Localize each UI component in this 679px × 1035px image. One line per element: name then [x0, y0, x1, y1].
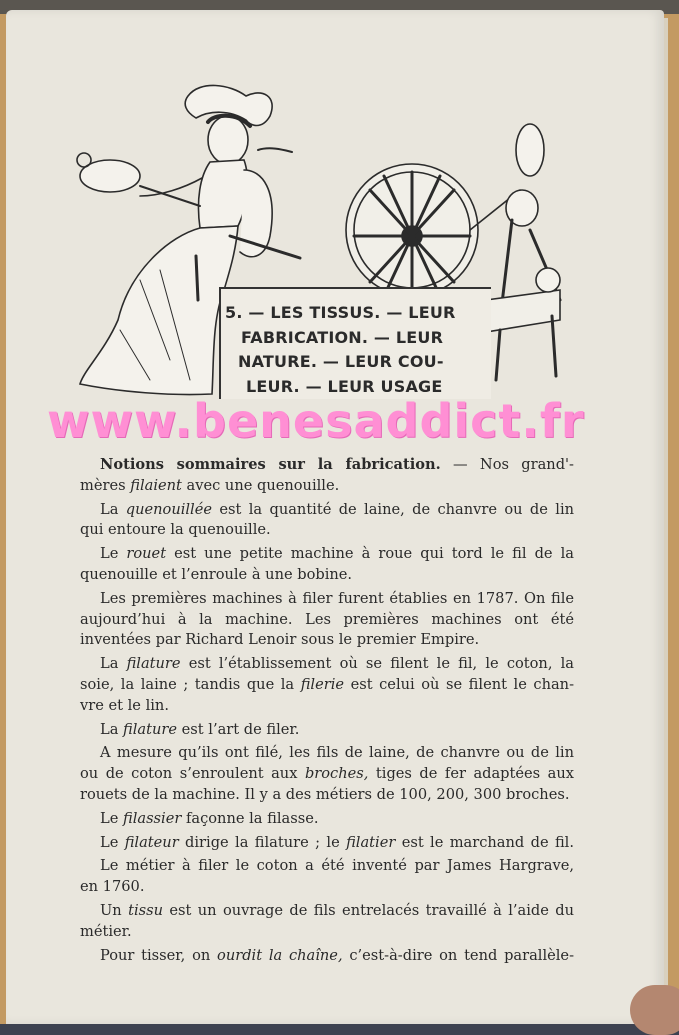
text-run: est la quantité de laine, de chanvre ou de lin: [212, 500, 575, 518]
thumb: [630, 985, 679, 1035]
heading-line: NATURE. — LEUR COU-: [238, 352, 444, 371]
text-line: métier.: [80, 922, 132, 940]
text-run: est une petite machine à roue qui tord le fil de la: [166, 545, 574, 563]
text-line: [80, 901, 574, 922]
heading-line: LEUR. — LEUR USAGE: [246, 376, 443, 396]
italic-run: tissu: [128, 901, 164, 919]
text-line: [80, 544, 574, 565]
italic-run: quenouillée: [125, 500, 213, 518]
text-line: [80, 455, 574, 476]
text-line: [80, 946, 574, 967]
text-run: Le: [100, 833, 125, 851]
text-run: façonne la filasse.: [181, 809, 319, 827]
text-run: — Nos grand'-: [440, 456, 574, 473]
italic-run: filassier: [122, 809, 182, 827]
text-line: A mesure qu’ils ont filé, les fils de laine, de chanvre ou de lin: [100, 744, 574, 762]
text-run: Le: [100, 545, 127, 563]
text-run: soie, la laine ; tandis que la: [80, 675, 301, 693]
text-line: [80, 720, 574, 741]
text-line: inventées par Richard Lenoir sous le premier Empire.: [80, 631, 480, 649]
text-run: est le marchand de fil.: [395, 833, 574, 851]
italic-run: filatier: [346, 833, 396, 851]
text-line: [80, 833, 574, 854]
text-run: Un: [100, 901, 129, 919]
body-text: [80, 455, 574, 966]
italic-run: filateur: [124, 833, 179, 851]
text-line: quenouille et l’enroule à une bobine.: [80, 565, 353, 583]
italic-run: filerie: [300, 675, 345, 693]
text-run: Pour tisser, on: [100, 946, 218, 964]
text-run: est l’art de filer.: [177, 720, 300, 738]
text-run: mères: [80, 476, 131, 494]
text-line: en 1760.: [80, 878, 145, 896]
text-line: aujourd’hui à la machine. Les premières machines ont été: [80, 610, 574, 628]
text-line: [80, 764, 574, 785]
watermark: www.benesaddict.fr: [47, 394, 585, 448]
italic-run: filature: [123, 720, 178, 738]
text-line: rouets de la machine. Il y a des métiers de 100, 200, 300 broches.: [80, 785, 570, 803]
text-run: tiges de fer adaptées aux: [368, 765, 574, 783]
text-line: qui entoure la quenouille.: [80, 521, 271, 539]
text-line: [80, 675, 574, 696]
text-run: La: [100, 655, 127, 673]
text-line: [80, 809, 574, 830]
italic-run: ourdit la chaîne,: [217, 946, 343, 964]
text-run: Le: [100, 809, 123, 827]
text-run: dirige la filature ; le: [178, 833, 347, 851]
italic-run: rouet: [126, 545, 167, 563]
chapter-heading: [225, 301, 487, 399]
heading-line: FABRICATION. — LEUR: [241, 327, 444, 347]
text-line: Le métier à filer le coton a été inventé par James Hargrave,: [100, 857, 574, 875]
heading-line: 5. — LES TISSUS. — LEUR: [225, 303, 456, 322]
text-run: c’est-à-dire on tend parallèle-: [342, 946, 574, 964]
text-run: est un ouvrage de fils entrelacés travaillé à l’aide du: [163, 901, 574, 919]
italic-run: filature: [126, 655, 181, 673]
text-line: vre et le lin.: [80, 696, 169, 714]
text-run: ou de coton s’enroulent aux: [80, 765, 305, 783]
text-run: La: [100, 500, 126, 518]
text-run: La: [100, 720, 124, 738]
text-line: [80, 476, 574, 497]
text-line: Les premières machines à filer furent établies en 1787. On file: [100, 589, 574, 607]
text-line: [80, 500, 574, 521]
text-line: [80, 654, 574, 675]
text-run: est l’établissement où se filent le fil, le coton, la: [180, 655, 574, 673]
text-run: est celui où se filent le chan-: [344, 675, 574, 693]
italic-run: broches,: [304, 765, 369, 783]
bold-run: Notions sommaires sur la fabrication.: [100, 456, 441, 473]
italic-run: filaient: [130, 476, 182, 494]
text-run: avec une quenouille.: [181, 476, 340, 494]
